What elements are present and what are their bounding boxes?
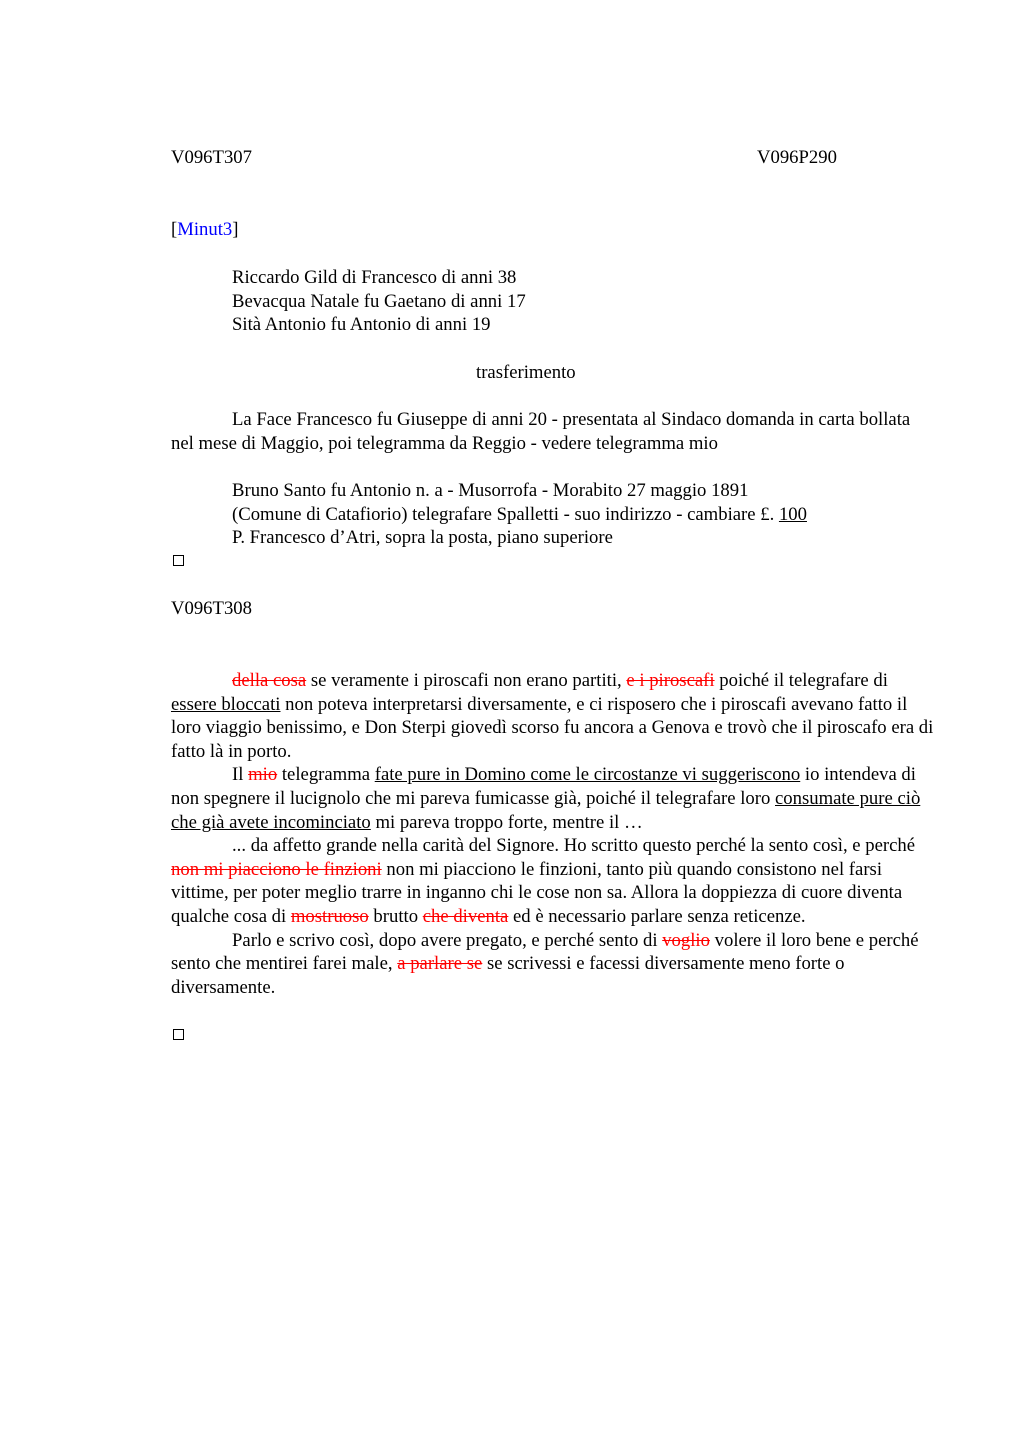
letter-paragraph-4 — [171, 929, 936, 1000]
minuta-link[interactable]: Minut3 — [177, 219, 233, 240]
deleted-text: a parlare se — [397, 953, 483, 975]
page-code-left: V096T307 — [171, 147, 252, 168]
minuta-tag — [171, 218, 239, 242]
bruno-line-1: Bruno Santo fu Antonio n. a - Musorrofa - Morabito 27 maggio 1891 — [232, 480, 749, 501]
letter-text: ed è necessario parlare senza reticenze. — [508, 905, 806, 927]
letter-body — [171, 669, 936, 999]
letter-text: non mi piacciono le finzioni, tanto più quando consistono nel farsi vittime, per poter meglio trarre in inganno chi le cose non sa. Allora la doppiezza di cuore diventa qualche cosa di — [171, 858, 903, 927]
letter-text: Parlo e scrivo così, dopo avere pregato, e perché sento di — [232, 929, 663, 951]
deleted-text: voglio — [662, 929, 710, 951]
letter-text: brutto — [368, 905, 423, 927]
letter-text: telegramma — [277, 764, 375, 786]
letter-text: se scrivessi e facessi diversamente meno forte o diversamente. — [171, 953, 845, 998]
letter-text: io intendeva di non spegnere il lucignolo che mi pareva fumicasse già, poiché il telegrafare loro — [171, 764, 916, 809]
name-line: Sità Antonio fu Antonio di anni 19 — [232, 314, 491, 336]
letter-text: ... da affetto grande nella carità del Signore. Ho scritto questo perché la sento così, e perché — [232, 835, 916, 857]
page-code-right: V096P290 — [757, 147, 837, 168]
box-marker-icon — [173, 555, 184, 566]
letter-text: mi pareva troppo forte, mentre il … — [370, 811, 643, 833]
bruno-line-2 — [171, 503, 936, 527]
letter-text: volere il loro bene e perché sento che mentirei farei male, — [171, 929, 919, 975]
names-list — [171, 266, 936, 337]
bruno-line-2-text: (Comune di Catafiorio) telegrafare Spalletti - suo indirizzo - cambiare £. — [232, 503, 779, 525]
underlined-text: essere bloccati — [171, 693, 281, 715]
minuta-close-bracket: ] — [232, 219, 239, 240]
letter-paragraph-3 — [171, 834, 936, 928]
deleted-text: mostruoso — [290, 905, 369, 927]
underlined-text: fate pure in Domino come le circostanze vi suggeriscono — [374, 764, 801, 786]
bruno-block — [171, 479, 936, 550]
underlined-text: consumate pure ciò che già avete incominciato — [171, 787, 921, 833]
letter-text: Il — [232, 764, 249, 786]
deleted-text: non mi piacciono le finzioni — [171, 858, 382, 880]
deleted-text: che diventa — [422, 905, 509, 927]
deleted-text: della cosa — [232, 670, 307, 691]
box-marker-icon — [173, 1029, 184, 1040]
letter-paragraph-1 — [171, 669, 936, 763]
deleted-text: mio — [248, 764, 278, 786]
bruno-line-3: P. Francesco d’Atri, sopra la posta, piano superiore — [232, 527, 613, 549]
letter-paragraph-2 — [171, 763, 936, 834]
deleted-text: e i piroscafi — [626, 670, 715, 691]
letter-text: se veramente i piroscafi non erano partiti, — [306, 670, 627, 691]
bruno-amount: 100 — [778, 503, 807, 525]
minuta-open-bracket: [ — [171, 219, 178, 240]
letter-text: poiché il telegrafare di — [714, 670, 888, 691]
section-title: trasferimento — [476, 362, 576, 383]
name-line: Riccardo Gild di Francesco di anni 38 — [232, 267, 517, 288]
letter-text: non poteva interpretarsi diversamente, e ci risposero che i piroscafi avevano fatto il loro viaggio benissimo, e Don Sterpi giovedì scorso fu ancora a Genova e trovò che il piroscafo era di fatto là in porto. — [171, 693, 934, 762]
laface-paragraph — [171, 408, 936, 455]
name-line: Bevacqua Natale fu Gaetano di anni 17 — [232, 290, 526, 312]
laface-text: La Face Francesco fu Giuseppe di anni 20 - presentata al Sindaco domanda in carta bollata nel mese di Maggio, poi telegramma da Reggio - vedere telegramma mio — [171, 409, 911, 454]
second-page-code: V096T308 — [171, 598, 252, 619]
